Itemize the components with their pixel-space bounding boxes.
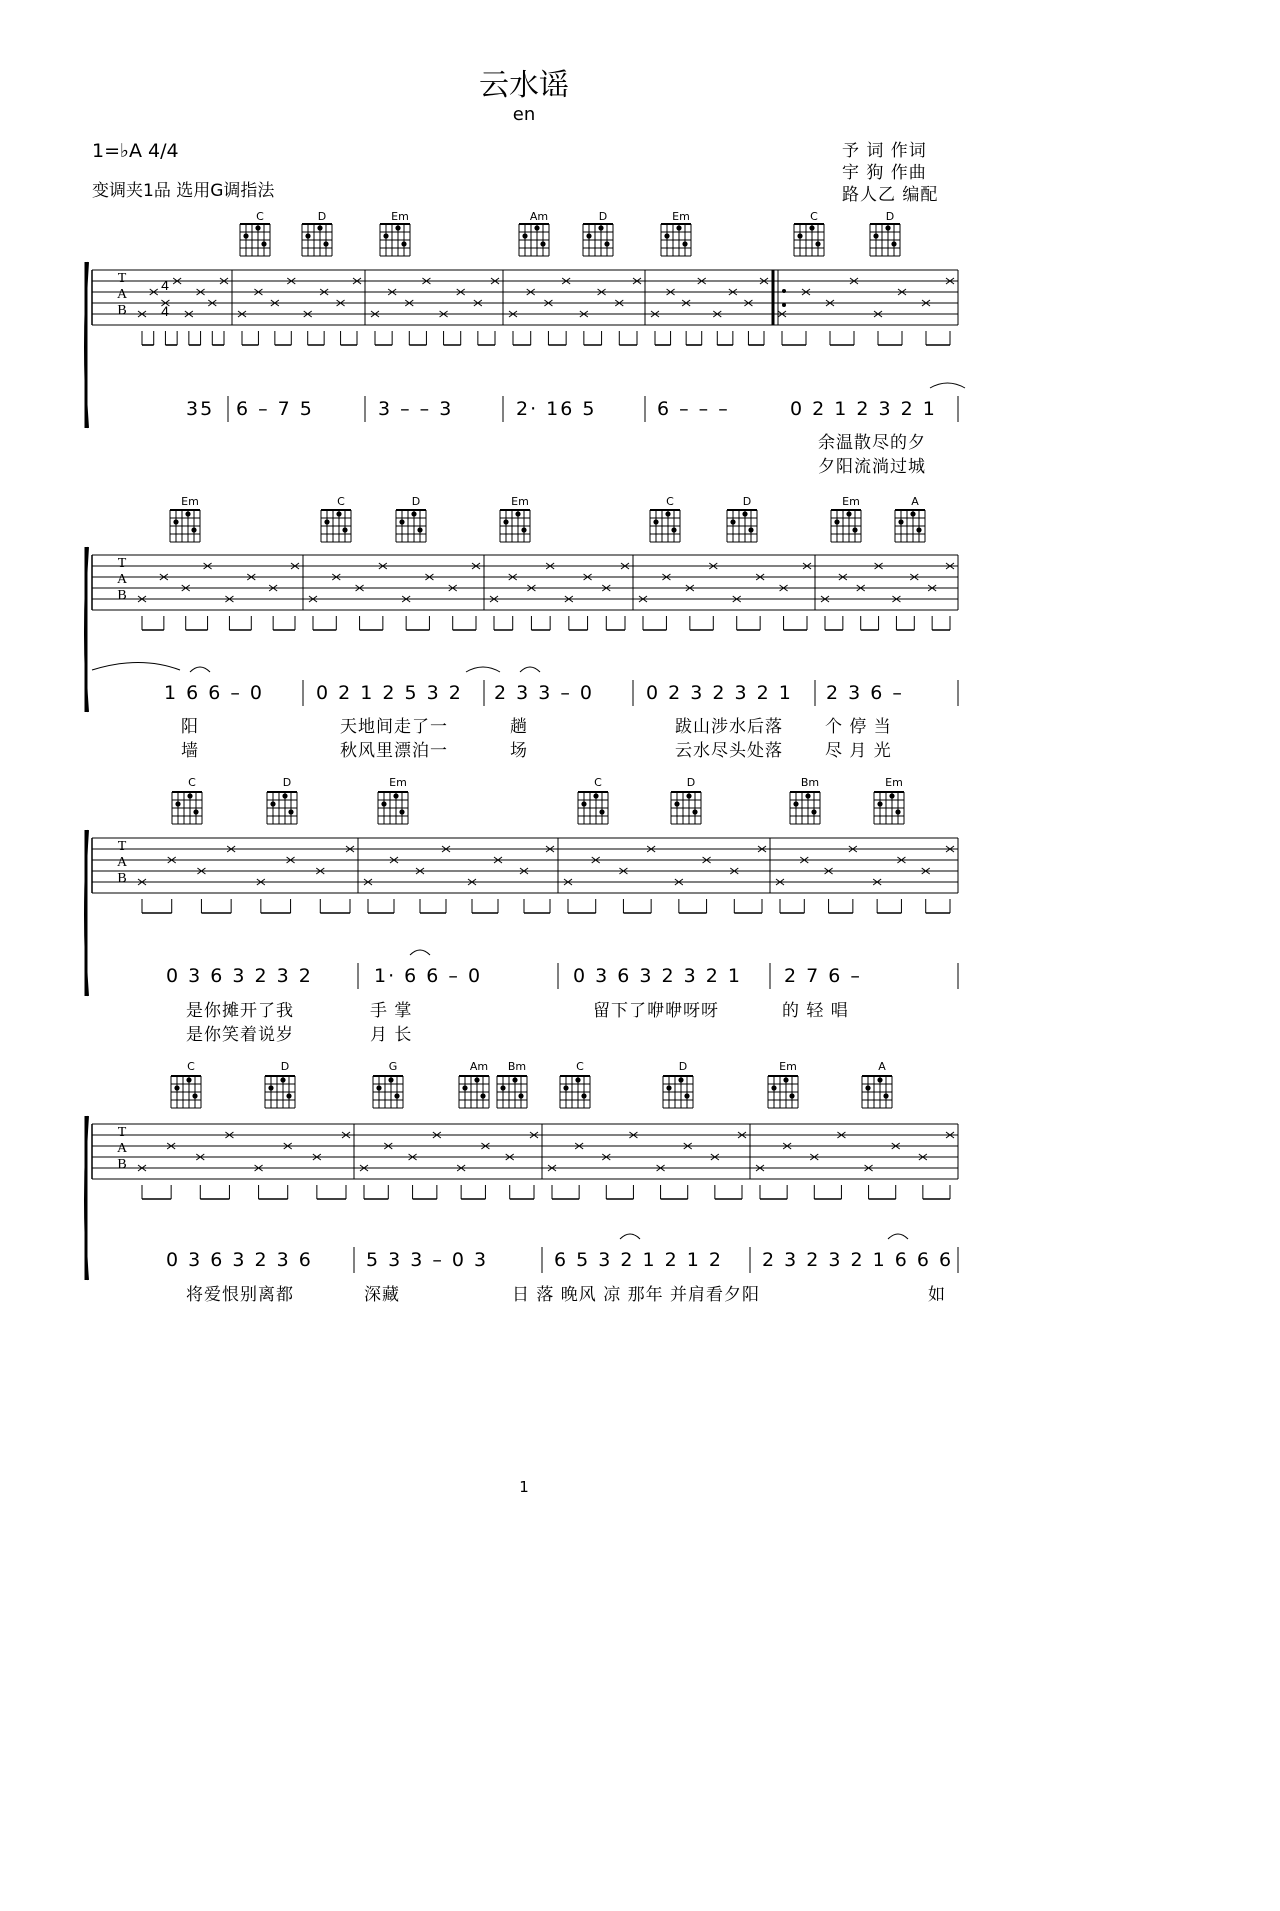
tie-arc [930,383,965,388]
chord-finger-dot [255,225,260,230]
chord-label: D [598,210,608,223]
tab-clef-letter: B [117,871,127,886]
chord-finger-dot [399,809,404,814]
chord-finger-dot [462,1085,467,1090]
chord-label: Bm [507,1060,527,1073]
page-number: 1 [519,1478,529,1496]
chord-finger-dot [191,527,196,532]
chord-label: C [337,495,345,508]
chord-label: C [810,210,818,223]
chord-label: C [666,495,674,508]
lyric-line: 余温散尽的夕 [818,433,926,453]
chord-finger-dot [288,809,293,814]
chord-label: C [594,776,602,789]
chord-finger-dot [515,511,520,516]
repeat-dot [782,303,786,307]
chord-finger-dot [665,511,670,516]
tie-arc [190,667,210,672]
jianpu-measure: 0 3 6 3 2 3 6 [166,1249,313,1271]
lyric-word: 将爱恨别离都 [186,1285,294,1305]
chord-finger-dot [809,225,814,230]
jianpu-measure: 35 [186,398,215,420]
chord-finger-dot [474,1077,479,1082]
chord-label: Am [469,1060,489,1073]
chord-finger-dot [336,511,341,516]
repeat-dot [782,289,786,293]
chord-finger-dot [789,1093,794,1098]
chord-finger-dot [185,511,190,516]
jianpu-measure: 6 – 7 5 [236,398,314,420]
credit-arranger: 路人乙 编配 [842,185,939,205]
jianpu-measure: 0 2 1 2 3 2 1 [790,398,937,420]
jianpu-measure: 2 3 2 3 2 1 6 6 6 [762,1249,954,1271]
tab-clef-letter: T [117,556,127,571]
lyric-word: 跋山涉水后落 [675,717,783,737]
song-subtitle: en [512,104,536,125]
jianpu-measure: 2 3 3 – 0 [494,682,595,704]
chord-finger-dot [671,527,676,532]
chord-label: Am [529,210,549,223]
chord-label: Bm [800,776,820,789]
chord-label: Em [885,776,903,789]
chord-finger-dot [678,1077,683,1082]
chord-finger-dot [521,527,526,532]
chord-finger-dot [268,1085,273,1090]
chord-label: D [282,776,292,789]
jianpu-measure: 2 3 6 – [826,682,904,704]
chord-finger-dot [186,1077,191,1082]
lyric-word: 秋风里漂泊一 [340,741,448,761]
tab-clef-letter: A [116,572,128,587]
chord-finger-dot [381,801,386,806]
tab-clef-letter: B [117,303,127,318]
chord-finger-dot [692,809,697,814]
jianpu-measure: 0 2 1 2 5 3 2 [316,682,463,704]
chord-finger-dot [686,793,691,798]
tab-clef-letter: B [117,588,127,603]
chord-finger-dot [910,511,915,516]
jianpu-measure: 2 7 6 – [784,965,862,987]
chord-finger-dot [653,519,658,524]
chord-label: D [411,495,421,508]
chord-finger-dot [815,241,820,246]
chord-finger-dot [889,793,894,798]
chord-finger-dot [674,801,679,806]
chord-finger-dot [395,225,400,230]
chord-finger-dot [376,1085,381,1090]
lyric-word: 场 [510,741,528,761]
chord-finger-dot [270,801,275,806]
chord-finger-dot [534,225,539,230]
chord-finger-dot [834,519,839,524]
credit-lyricist: 予 词 作词 [842,141,927,161]
chord-label: D [280,1060,290,1073]
jianpu-measure: 2· 16 5 [516,398,597,420]
chord-finger-dot [581,1093,586,1098]
chord-finger-dot [305,233,310,238]
chord-label: C [576,1060,584,1073]
key-signature: 1=♭A 4/4 [92,140,179,162]
song-title: 云水谣 [479,68,569,103]
tab-clef-letter: T [117,1125,127,1140]
lyric-word: 阳 [181,717,199,737]
tab-clef-letter: B [117,1157,127,1172]
jianpu-measure: 0 2 3 2 3 2 1 [646,682,793,704]
time-signature-digit: 4 [161,303,169,319]
chord-finger-dot [563,1085,568,1090]
tie-arc [92,663,180,671]
chord-finger-dot [805,793,810,798]
chord-label: Em [511,495,529,508]
chord-finger-dot [877,801,882,806]
lyric-word: 留下了咿咿呀呀 [593,1001,719,1021]
tab-clef-letter: T [117,271,127,286]
chord-finger-dot [394,1093,399,1098]
chord-finger-dot [586,233,591,238]
lyric-word: 趟 [510,717,528,737]
tab-clef-letter: T [117,839,127,854]
chord-label: G [388,1060,398,1073]
chord-finger-dot [187,793,192,798]
chord-finger-dot [540,241,545,246]
chord-finger-dot [411,511,416,516]
chord-finger-dot [323,241,328,246]
jianpu-measure: 1· 6 6 – 0 [374,965,483,987]
chord-label: C [256,210,264,223]
chord-finger-dot [883,1093,888,1098]
lyric-word: 手 掌 [370,1001,413,1021]
time-signature-digit: 4 [161,277,169,293]
tab-clef-letter: A [116,1141,128,1156]
chord-label: Em [181,495,199,508]
chord-finger-dot [480,1093,485,1098]
chord-label: Em [842,495,860,508]
chord-finger-dot [599,809,604,814]
chord-finger-dot [783,1077,788,1082]
chord-finger-dot [512,1077,517,1082]
chord-finger-dot [598,225,603,230]
jianpu-measure: 6 – – – [657,398,730,420]
chord-finger-dot [891,241,896,246]
chord-finger-dot [873,233,878,238]
chord-label: Em [391,210,409,223]
chord-finger-dot [811,809,816,814]
chord-finger-dot [280,1077,285,1082]
chord-finger-dot [885,225,890,230]
lyric-word: 如 [928,1285,946,1305]
chord-finger-dot [282,793,287,798]
chord-finger-dot [393,793,398,798]
chord-finger-dot [682,241,687,246]
chord-finger-dot [852,527,857,532]
chord-finger-dot [664,233,669,238]
chord-finger-dot [192,1093,197,1098]
chord-finger-dot [401,241,406,246]
chord-finger-dot [175,801,180,806]
tab-clef-letter: A [116,855,128,870]
chord-label: C [188,776,196,789]
lyric-word: 日 落 晚风 凉 那年 并肩看夕阳 [512,1285,761,1305]
chord-finger-dot [797,233,802,238]
jianpu-measure: 3 – – 3 [378,398,454,420]
tie-arc [620,1234,640,1239]
chord-finger-dot [593,793,598,798]
lyric-word: 月 长 [370,1025,413,1045]
jianpu-measure: 5 3 3 – 0 3 [366,1249,489,1271]
chord-finger-dot [317,225,322,230]
tie-arc [888,1234,908,1239]
chord-finger-dot [173,519,178,524]
tie-arc [410,950,430,955]
chord-finger-dot [895,809,900,814]
chord-label: D [686,776,696,789]
chord-label: Em [672,210,690,223]
chord-finger-dot [522,233,527,238]
chord-finger-dot [417,527,422,532]
lyric-word: 是你摊开了我 [186,1001,294,1021]
chord-label: C [187,1060,195,1073]
chord-finger-dot [730,519,735,524]
chord-finger-dot [399,519,404,524]
chord-label: D [742,495,752,508]
chord-finger-dot [676,225,681,230]
chord-finger-dot [388,1077,393,1082]
chord-finger-dot [877,1077,882,1082]
chord-label: D [885,210,895,223]
tab-clef-letter: A [116,287,128,302]
lyric-word: 深藏 [364,1285,400,1305]
chord-finger-dot [518,1093,523,1098]
chord-finger-dot [748,527,753,532]
chord-label: D [317,210,327,223]
chord-finger-dot [793,801,798,806]
chord-label: Em [389,776,407,789]
chord-finger-dot [846,511,851,516]
lyric-word: 尽 月 光 [825,741,892,761]
chord-finger-dot [342,527,347,532]
chord-finger-dot [742,511,747,516]
chord-finger-dot [324,519,329,524]
chord-label: A [878,1060,886,1073]
chord-finger-dot [666,1085,671,1090]
chord-finger-dot [865,1085,870,1090]
lyric-word: 云水尽头处落 [675,741,783,761]
chord-finger-dot [604,241,609,246]
chord-label: Em [779,1060,797,1073]
jianpu-measure: 0 3 6 3 2 3 2 1 [573,965,742,987]
chord-finger-dot [898,519,903,524]
lyric-word: 是你笑着说岁 [186,1025,294,1045]
chord-finger-dot [684,1093,689,1098]
chord-finger-dot [193,809,198,814]
credit-composer: 宇 狗 作曲 [842,163,927,183]
lyric-line: 夕阳流淌过城 [818,457,926,477]
lyric-word: 天地间走了一 [340,717,448,737]
chord-finger-dot [503,519,508,524]
chord-finger-dot [174,1085,179,1090]
chord-finger-dot [261,241,266,246]
chord-finger-dot [581,801,586,806]
chord-finger-dot [500,1085,505,1090]
tie-arc [520,667,540,672]
tie-arc [466,667,500,672]
jianpu-measure: 0 3 6 3 2 3 2 [166,965,313,987]
capo-note: 变调夹1品 选用G调指法 [92,181,275,201]
jianpu-measure: 6 5 3 2 1 2 1 2 [554,1249,723,1271]
chord-finger-dot [916,527,921,532]
chord-finger-dot [383,233,388,238]
lyric-word: 个 停 当 [825,717,892,737]
chord-finger-dot [243,233,248,238]
chord-finger-dot [286,1093,291,1098]
chord-finger-dot [575,1077,580,1082]
lyric-word: 墙 [181,741,199,761]
jianpu-measure: 1 6 6 – 0 [164,682,265,704]
chord-label: D [678,1060,688,1073]
chord-label: A [911,495,919,508]
lyric-word: 的 轻 唱 [782,1001,849,1021]
chord-finger-dot [771,1085,776,1090]
